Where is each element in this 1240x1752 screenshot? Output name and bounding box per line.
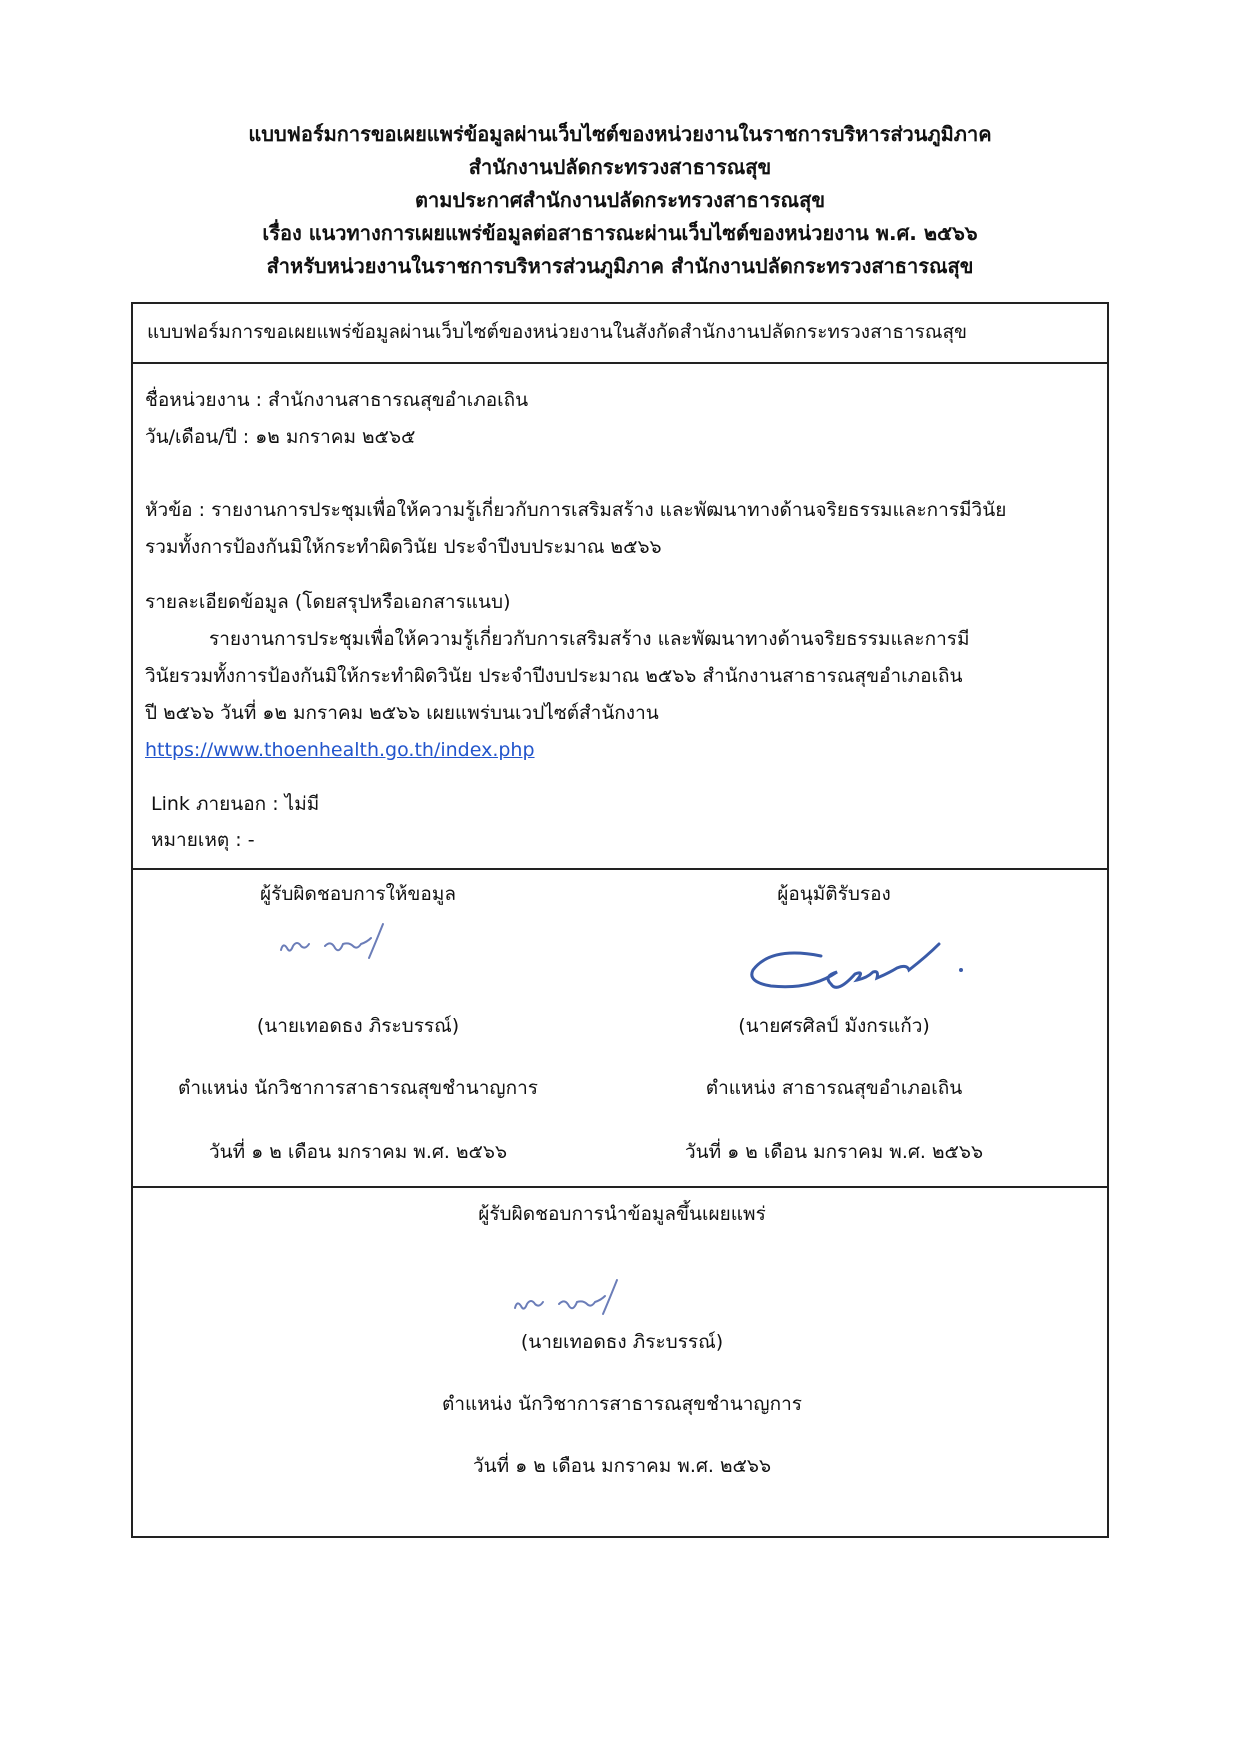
responsible-heading: ผู้รับผิดชอบการให้ขอมูล [260,883,456,905]
approver-date: วันที่ ๑ ๒ เดือน มกราคม พ.ศ. ๒๕๖๖ [684,1141,984,1163]
approver-name: (นายศรศิลป์ มังกรแก้ว) [738,1015,930,1037]
publisher-position: ตำแหน่ง นักวิชาการสาธารณสุขชำนาญการ [442,1393,802,1415]
publisher-heading: ผู้รับผิดชอบการนำข้อมูลขึ้นเผยแพร่ [478,1203,766,1225]
row-divider [133,362,1107,364]
remark-line: หมายเหตุ : - [151,829,255,851]
header-line-5: สำหรับหน่วยงานในราชการบริหารส่วนภูมิภาค สำนักงานปลัดกระทรวงสาธารณสุข [266,254,974,278]
publisher-name: (นายเทอดธง ภิระบรรณ์) [520,1331,724,1353]
detail-line-3: ปี ๒๕๖๖ วันที่ ๑๒ มกราคม ๒๕๖๖ เผยแพร่บนเวปไซต์สำนักงาน [145,702,659,724]
responsible-date: วันที่ ๑ ๒ เดือน มกราคม พ.ศ. ๒๕๖๖ [208,1141,508,1163]
detail-heading: รายละเอียดข้อมูล (โดยสรุปหรือเอกสารแนบ) [145,591,511,613]
publisher-signature [507,1274,647,1324]
responsible-position: ตำแหน่ง นักวิชาการสาธารณสุขชำนาญการ [178,1077,538,1099]
row-divider [133,868,1107,870]
external-link-line: Link ภายนอก : ไม่มี [151,793,320,815]
header-line-2: สำนักงานปลัดกระทรวงสาธารณสุข [468,155,772,179]
row-divider [133,1186,1107,1188]
approver-heading: ผู้อนุมัติรับรอง [777,883,891,905]
form-section-title: แบบฟอร์มการขอเผยแพร่ข้อมูลผ่านเว็บไซต์ของหน่วยงานในสังกัดสำนักงานปลัดกระทรวงสาธารณสุข [147,321,968,343]
form-table [131,302,1109,1538]
detail-line-2: วินัยรวมทั้งการป้องกันมิให้กระทำผิดวินัย ประจำปีงบประมาณ ๒๕๖๖ สำนักงานสาธารณสุขอำเภอเถิน [145,665,963,687]
responsible-signature [273,916,413,971]
header-line-1: แบบฟอร์มการขอเผยแพร่ข้อมูลผ่านเว็บไซต์ของหน่วยงานในราชการบริหารส่วนภูมิภาค [248,122,992,146]
topic-line-1: หัวข้อ : รายงานการประชุมเพื่อให้ความรู้เกี่ยวกับการเสริมสร้าง และพัฒนาทางด้านจริยธรรมและการมีวินัย [145,499,1007,521]
responsible-name: (นายเทอดธง ภิระบรรณ์) [256,1015,460,1037]
detail-line-1: รายงานการประชุมเพื่อให้ความรู้เกี่ยวกับการเสริมสร้าง และพัฒนาทางด้านจริยธรรมและการมี [209,628,970,650]
approver-signature [743,916,973,1006]
header-line-3: ตามประกาศสำนักงานปลัดกระทรวงสาธารณสุข [414,188,825,212]
topic-line-2: รวมทั้งการป้องกันมิให้กระทำผิดวินัย ประจำปีงบประมาณ ๒๕๖๖ [145,536,662,558]
header-line-4: เรื่อง แนวทางการเผยแพร่ข้อมูลต่อสาธารณะผ่านเว็บไซต์ของหน่วยงาน พ.ศ. ๒๕๖๖ [262,221,978,245]
website-link[interactable]: https://www.thoenhealth.go.th/index.php [145,739,535,761]
approver-position: ตำแหน่ง สาธารณสุขอำเภอเถิน [705,1077,963,1099]
document-header [0,118,1240,283]
form-date: วัน/เดือน/ปี : ๑๒ มกราคม ๒๕๖๕ [145,426,416,448]
publisher-date: วันที่ ๑ ๒ เดือน มกราคม พ.ศ. ๒๕๖๖ [472,1455,772,1477]
agency-name: ชื่อหน่วยงาน : สำนักงานสาธารณสุขอำเภอเถิน [145,389,529,411]
